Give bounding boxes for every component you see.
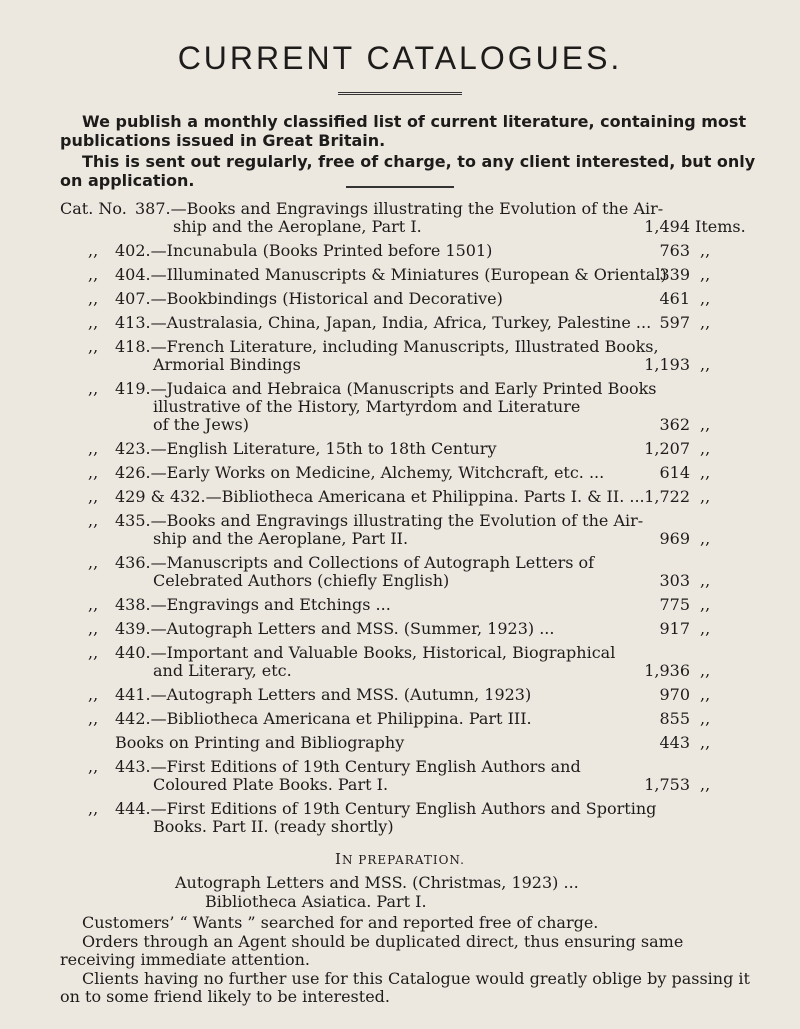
item-prefix: ,,: [88, 241, 99, 260]
item-prefix: ,,: [88, 487, 99, 506]
item-count: 303: [659, 571, 690, 590]
item-unit: ,,: [700, 265, 711, 284]
item-count: 763: [659, 241, 690, 260]
item-prefix: ,,: [88, 313, 99, 332]
item-title: 439.—Autograph Letters and MSS. (Summer, 1923) ...: [115, 619, 555, 638]
item-unit: ,,: [700, 289, 711, 308]
item-title: 426.—Early Works on Medicine, Alchemy, Witchcraft, etc. ...: [115, 463, 605, 482]
in-preparation-heading: [0, 850, 800, 868]
item-unit: ,,: [700, 439, 711, 458]
item-count: 362: [659, 415, 690, 434]
item-count: 969: [659, 529, 690, 548]
item-title-cont: Coloured Plate Books. Part I.: [153, 775, 389, 794]
intro-text: We publish a monthly classified list of current literature, containing most publications issued in Great Britain.: [60, 112, 747, 150]
item-prefix: ,,: [88, 757, 99, 776]
item-title: 441.—Autograph Letters and MSS. (Autumn, 1923): [115, 685, 532, 704]
item-count: 1,494: [644, 217, 690, 236]
item-title: 413.—Australasia, China, Japan, India, Africa, Turkey, Palestine ...: [115, 313, 652, 332]
item-count: 1,936: [644, 661, 690, 680]
heading-initial: I: [335, 850, 342, 868]
item-count: 1,753: [644, 775, 690, 794]
preparation-item: Autograph Letters and MSS. (Christmas, 1923) ...: [175, 873, 579, 892]
item-count: 917: [659, 619, 690, 638]
item-title-cont: Books. Part II. (ready shortly): [153, 817, 394, 836]
item-unit: ,,: [700, 733, 711, 752]
item-count: 1,207: [644, 439, 690, 458]
item-title: 443.—First Editions of 19th Century English Authors and: [115, 757, 581, 776]
item-unit: ,,: [700, 775, 711, 794]
item-title: 442.—Bibliotheca Americana et Philippina. Part III.: [115, 709, 532, 728]
item-title: 423.—English Literature, 15th to 18th Century: [115, 439, 497, 458]
item-prefix: ,,: [88, 799, 99, 818]
item-title: 418.—French Literature, including Manuscripts, Illustrated Books,: [115, 337, 659, 356]
item-count: 443: [659, 733, 690, 752]
item-unit: ,,: [700, 529, 711, 548]
item-unit: ,,: [700, 313, 711, 332]
page-title: CURRENT CATALOGUES.: [177, 40, 623, 76]
item-count: 855: [659, 709, 690, 728]
title-rule: [338, 92, 462, 95]
item-unit: ,,: [700, 571, 711, 590]
note-text: Customers’ “ Wants ” searched for and reported free of charge.: [82, 913, 599, 932]
item-title: 444.—First Editions of 19th Century English Authors and Sporting: [115, 799, 657, 818]
item-unit: ,,: [700, 709, 711, 728]
item-title-cont: illustrative of the History, Martyrdom and Literature: [153, 397, 581, 416]
item-title-cont: Armorial Bindings: [153, 355, 301, 374]
item-prefix: ,,: [88, 439, 99, 458]
item-title-cont: ship and the Aeroplane, Part I.: [173, 217, 422, 236]
item-count: 614: [659, 463, 690, 482]
item-unit: ,,: [700, 487, 711, 506]
item-prefix: ,,: [88, 337, 99, 356]
item-title: 440.—Important and Valuable Books, Historical, Biographical: [115, 643, 616, 662]
item-count: 1,193: [644, 355, 690, 374]
item-title: 407.—Bookbindings (Historical and Decorative): [115, 289, 503, 308]
item-unit: ,,: [700, 415, 711, 434]
item-title: Books on Printing and Bibliography: [115, 733, 405, 752]
item-title: 387.—Books and Engravings illustrating the Evolution of the Air-: [135, 199, 664, 218]
heading-rest: N PREPARATION.: [341, 853, 465, 867]
note-text: Orders through an Agent should be duplicated direct, thus ensuring same receiving immediate attention.: [60, 932, 684, 969]
item-unit: ,,: [700, 463, 711, 482]
item-prefix: ,,: [88, 463, 99, 482]
intro-text: This is sent out regularly, free of charge, to any client interested, but only on application.: [60, 152, 756, 190]
item-count: 597: [659, 313, 690, 332]
item-prefix: ,,: [88, 685, 99, 704]
item-unit: ,,: [700, 355, 711, 374]
item-count: 461: [659, 289, 690, 308]
item-prefix: ,,: [88, 619, 99, 638]
item-title: 429 & 432.—Bibliotheca Americana et Philippina. Parts I. & II. ...: [115, 487, 645, 506]
item-prefix: ,,: [88, 379, 99, 398]
item-count: 339: [659, 265, 690, 284]
item-title-cont: and Literary, etc.: [153, 661, 292, 680]
item-count: 970: [659, 685, 690, 704]
item-title-cont: ship and the Aeroplane, Part II.: [153, 529, 409, 548]
item-count: 1,722: [644, 487, 690, 506]
item-prefix: ,,: [88, 511, 99, 530]
item-prefix: ,,: [88, 289, 99, 308]
note-text: Clients having no further use for this Catalogue would greatly oblige by passing it on to some friend likely to be interested.: [60, 969, 750, 1006]
item-count: 775: [659, 595, 690, 614]
item-title-cont: of the Jews): [153, 415, 249, 434]
item-title: 438.—Engravings and Etchings ...: [115, 595, 391, 614]
item-unit: ,,: [700, 685, 711, 704]
item-prefix: ,,: [88, 595, 99, 614]
item-title: 419.—Judaica and Hebraica (Manuscripts and Early Printed Books: [115, 379, 657, 398]
item-title: 435.—Books and Engravings illustrating the Evolution of the Air-: [115, 511, 644, 530]
item-unit: ,,: [700, 619, 711, 638]
item-prefix: ,,: [88, 709, 99, 728]
item-prefix: ,,: [88, 553, 99, 572]
item-prefix: Cat. No.: [60, 199, 127, 218]
preparation-item: Bibliotheca Asiatica. Part I.: [205, 892, 427, 911]
item-unit: ,,: [700, 661, 711, 680]
item-prefix: ,,: [88, 643, 99, 662]
item-title-cont: Celebrated Authors (chiefly English): [153, 571, 450, 590]
item-title: 402.—Incunabula (Books Printed before 1501): [115, 241, 493, 260]
item-title: 436.—Manuscripts and Collections of Autograph Letters of: [115, 553, 595, 572]
item-title: 404.—Illuminated Manuscripts & Miniatures (European & Oriental): [115, 265, 667, 284]
item-unit: ,,: [700, 595, 711, 614]
item-prefix: ,,: [88, 265, 99, 284]
section-rule: [346, 186, 454, 188]
item-unit: ,,: [700, 241, 711, 260]
item-unit: Items.: [695, 217, 746, 236]
